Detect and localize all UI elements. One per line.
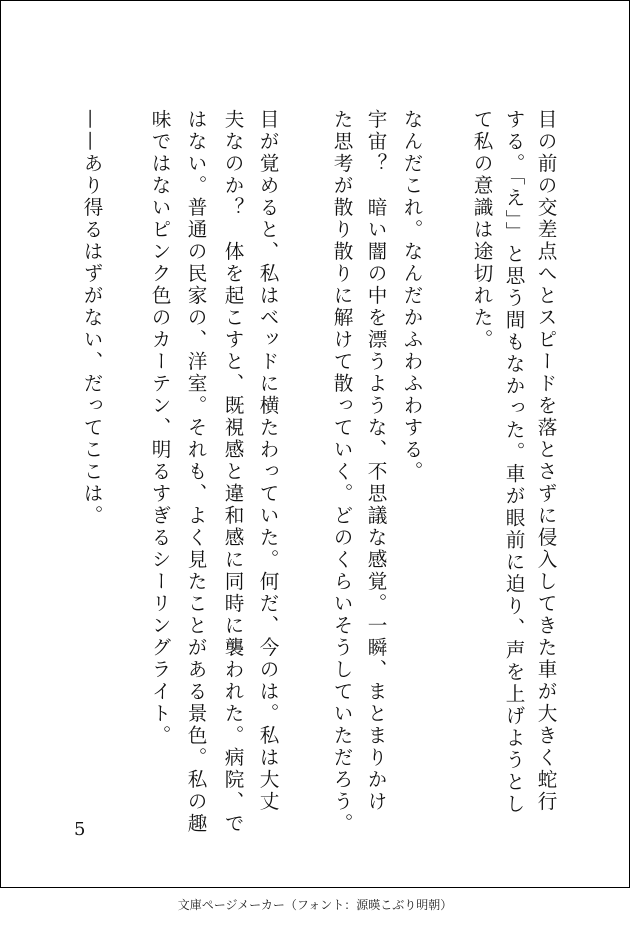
text-column-1: 目の前の交差点へとスピードを落とさずに侵入してきた車が大きく蛇行 (534, 109, 557, 813)
text-column-6: 宇宙？ 暗い闇の中を漂うような、不思議な感覚。一瞬、まとまりかけ (364, 109, 387, 813)
text-column-2: する。「え」」と思う間もなかった。車が眼前に迫り、声を上げようとし (502, 109, 525, 816)
text-column-5: なんだこれ。なんだかふわふわする。 (400, 109, 423, 483)
text-column-11: はない。普通の民家の、洋室。それも、よく見たことがある景色。私の趣 (184, 109, 207, 835)
text-column-10: 夫なのか？ 体を起こすと、既視感と違和感に同時に襲われた。病院、で (221, 109, 244, 835)
text-column-7: た思考が散り散りに解けて散っていく。どのくらいそうしていただろう。 (330, 109, 353, 835)
text-column-12: 味ではないピンク色のカーテン、明るすぎるシーリングライト。 (148, 109, 171, 747)
text-column-9: 目が覚めると、私はベッドに横たわっていた。何だ、今のは。私は大丈 (256, 109, 279, 813)
text-column-3: て私の意識は途切れた。 (470, 109, 493, 351)
footer-credit: 文庫ページメーカー（フォント：源暎こぶり明朝） (177, 898, 453, 912)
page-number: 5 (74, 819, 86, 840)
vertical-text-body (1, 1, 629, 887)
text-column-14: ——あり得るはずがない、だってここは。 (80, 109, 103, 527)
